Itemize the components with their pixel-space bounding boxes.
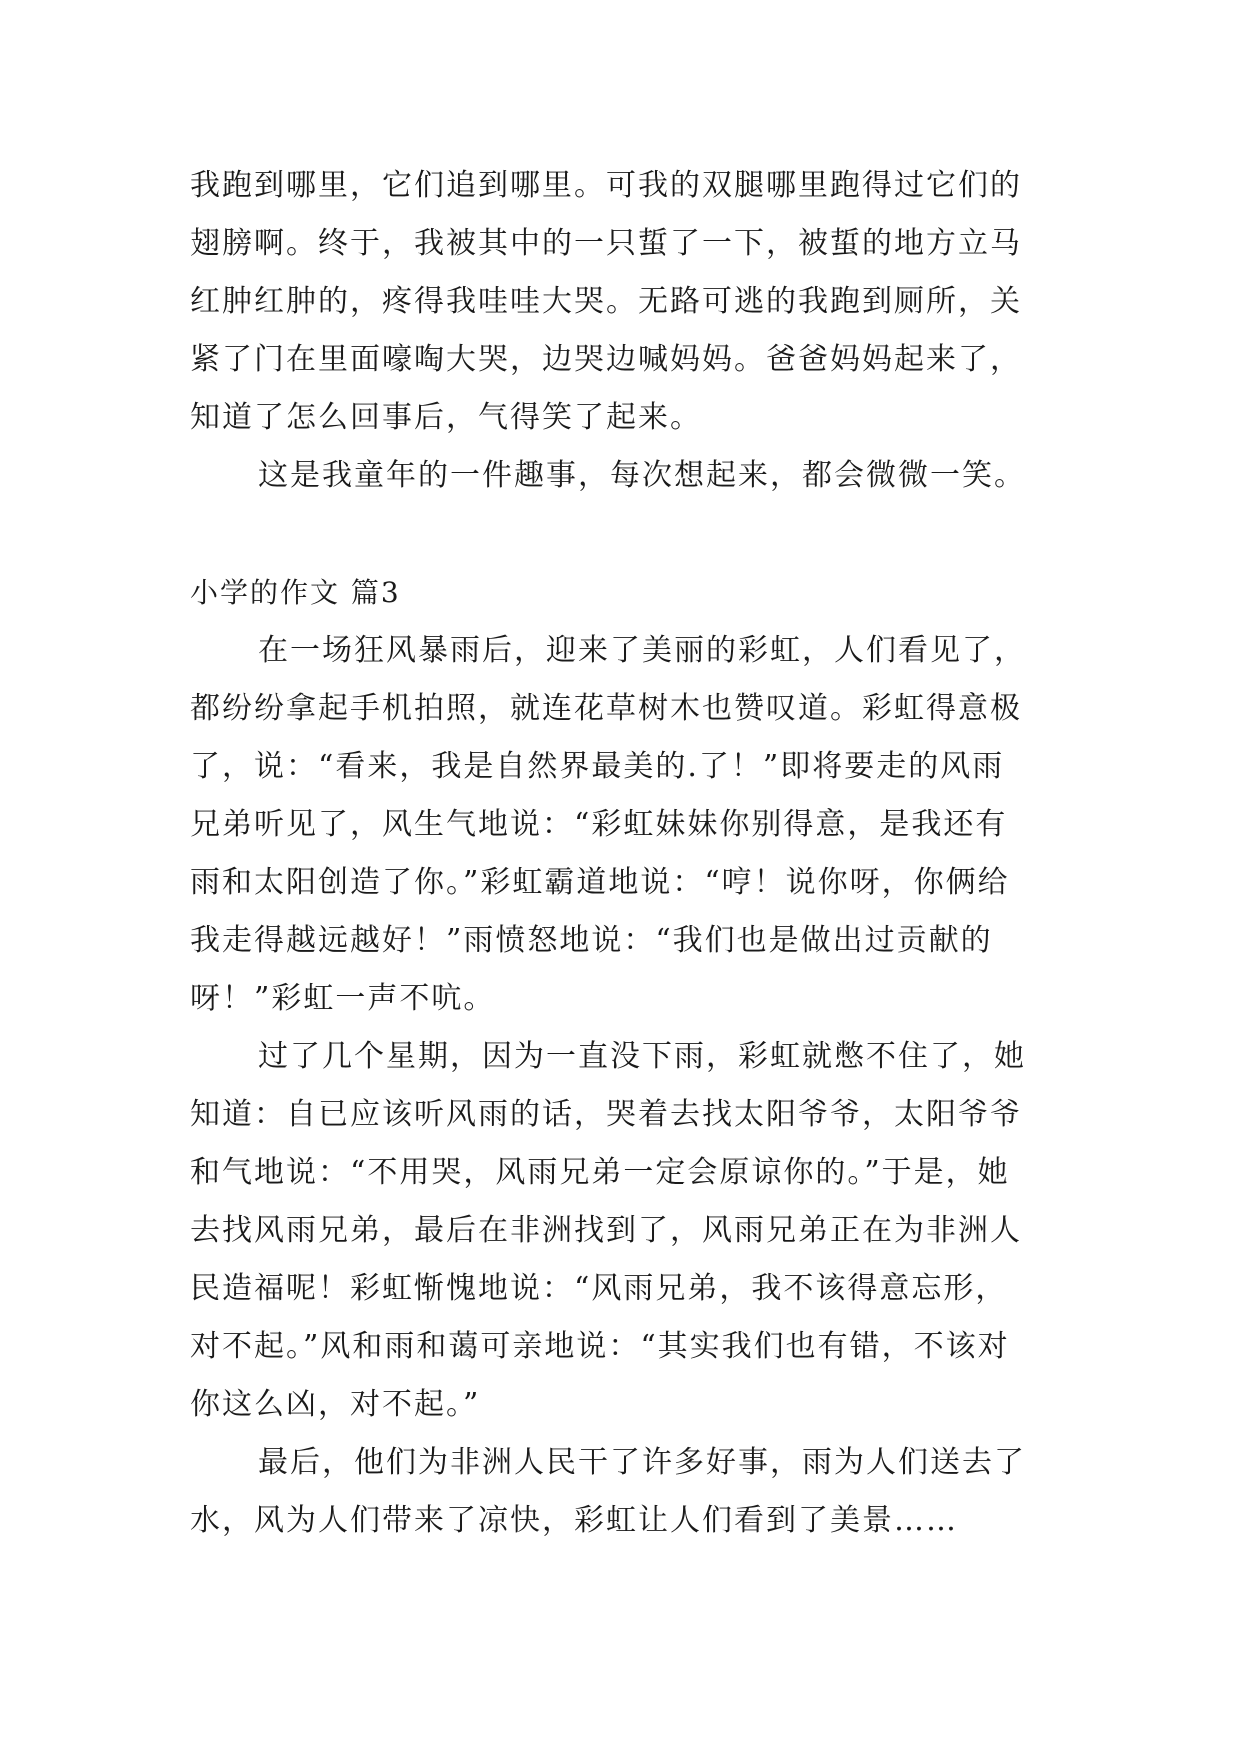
section-title: 小学的作文 篇3 xyxy=(190,576,401,609)
text-line: 红肿红肿的，疼得我哇哇大哭。无路可逃的我跑到厕所，关 xyxy=(190,284,1022,319)
text-line: 呀！”彩虹一声不吭。 xyxy=(190,981,496,1016)
text-line: 在一场狂风暴雨后，迎来了美丽的彩虹，人们看见了， xyxy=(258,633,1026,668)
text-line: 兄弟听见了，风生气地说：“彩虹妹妹你别得意，是我还有 xyxy=(190,807,1008,842)
text-line: 了，说：“看来，我是自然界最美的.了！”即将要走的风雨 xyxy=(190,749,1005,784)
text-line: 紧了门在里面嚎啕大哭，边哭边喊妈妈。爸爸妈妈起来了， xyxy=(190,342,1022,377)
text-line: 我跑到哪里，它们追到哪里。可我的双腿哪里跑得过它们的 xyxy=(190,168,1022,203)
text-line: 翅膀啊。终于，我被其中的一只蜇了一下，被蜇的地方立马 xyxy=(190,226,1022,261)
text-line: 去找风雨兄弟，最后在非洲找到了，风雨兄弟正在为非洲人 xyxy=(190,1213,1022,1248)
text-line: 民造福呢！彩虹惭愧地说：“风雨兄弟，我不该得意忘形， xyxy=(190,1271,1008,1306)
text-line: 知道了怎么回事后，气得笑了起来。 xyxy=(190,400,702,435)
text-line: 最后，他们为非洲人民干了许多好事，雨为人们送去了 xyxy=(258,1445,1026,1480)
text-line: 对不起。”风和雨和蔼可亲地说：“其实我们也有错，不该对 xyxy=(190,1329,1010,1364)
text-line: 和气地说：“不用哭，风雨兄弟一定会原谅你的。”于是，她 xyxy=(190,1155,1010,1190)
closing-line: 这是我童年的一件趣事，每次想起来，都会微微一笑。 xyxy=(258,458,1026,493)
text-line: 雨和太阳创造了你。”彩虹霸道地说：“哼！说你呀，你俩给 xyxy=(190,865,1010,900)
text-line: 水，风为人们带来了凉快，彩虹让人们看到了美景…… xyxy=(190,1503,958,1538)
text-line: 过了几个星期，因为一直没下雨，彩虹就憋不住了，她 xyxy=(258,1039,1026,1074)
text-line: 都纷纷拿起手机拍照，就连花草树木也赞叹道。彩虹得意极 xyxy=(190,691,1022,726)
text-line: 你这么凶，对不起。” xyxy=(190,1387,481,1422)
text-line: 我走得越远越好！”雨愤怒地说：“我们也是做出过贡献的 xyxy=(190,923,993,958)
text-line: 知道：自已应该听风雨的话，哭着去找太阳爷爷，太阳爷爷 xyxy=(190,1097,1022,1132)
document-body xyxy=(190,0,1070,1754)
